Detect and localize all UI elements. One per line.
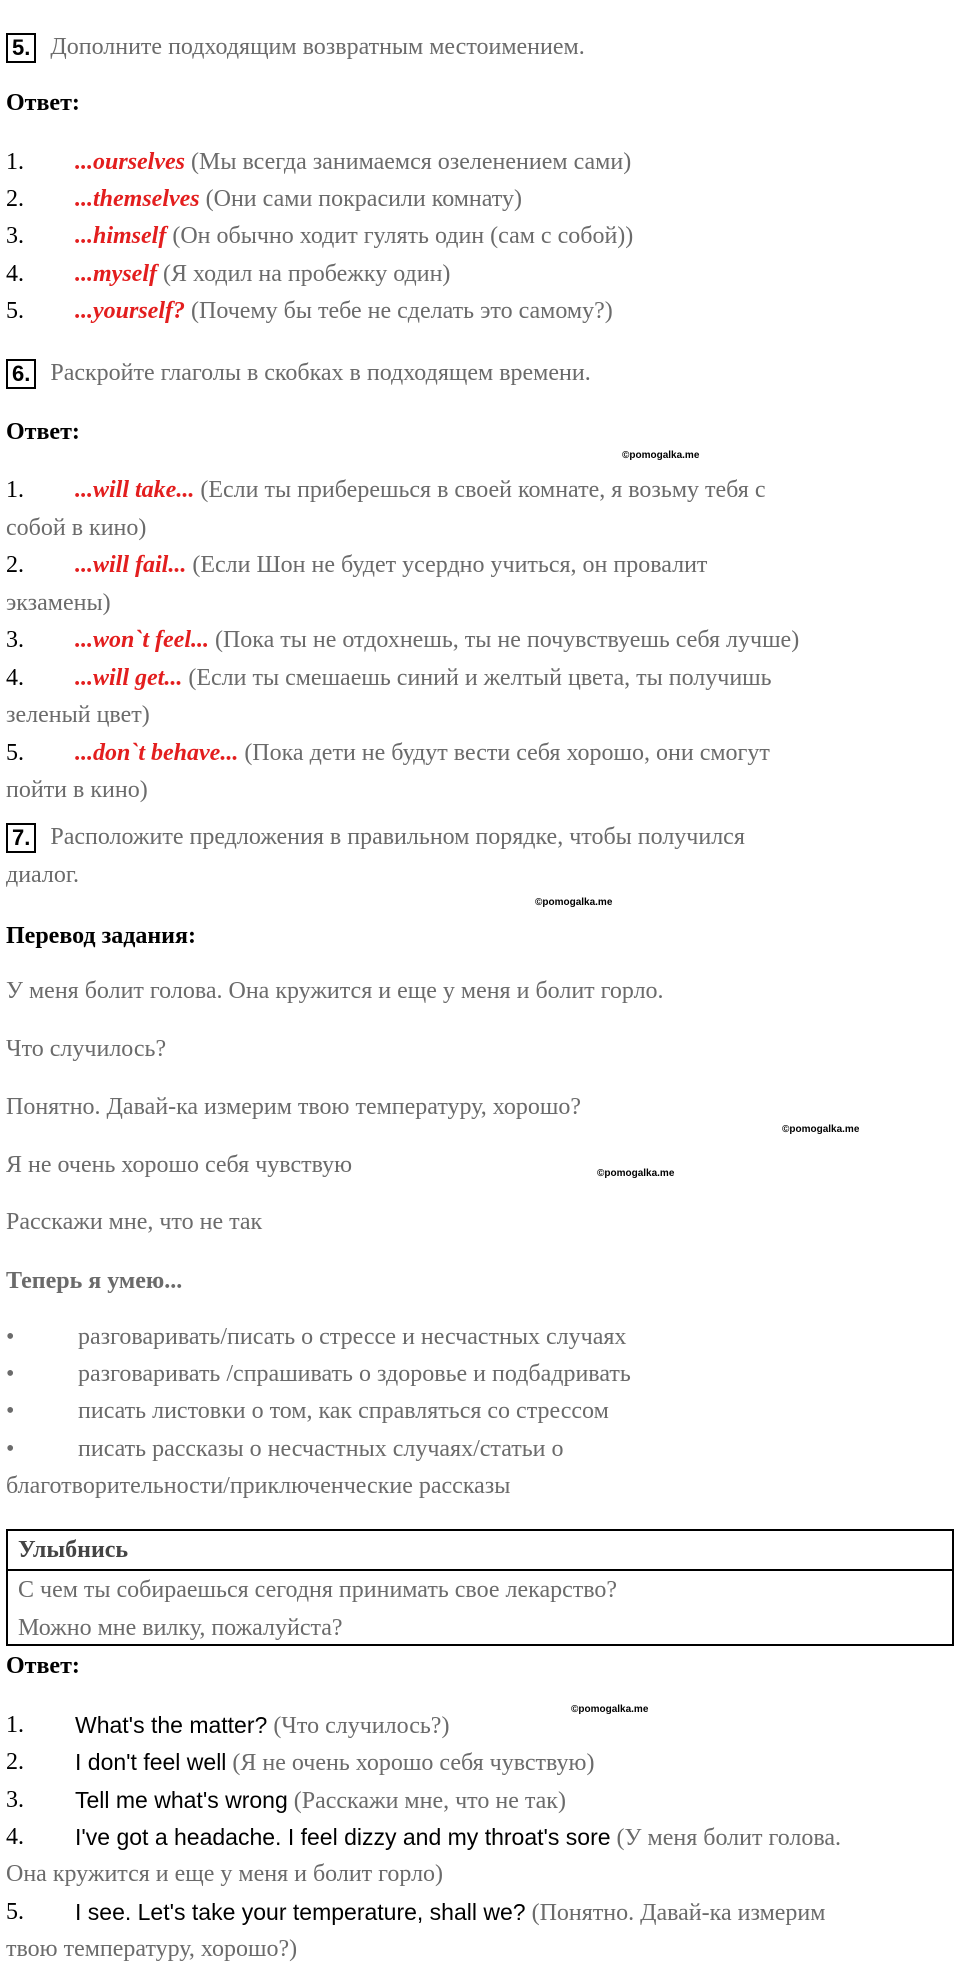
english-sentence: I've got a headache. I feel dizzy and my throat's sore — [75, 1824, 611, 1850]
bullet: • — [6, 1361, 15, 1387]
task7-instruction-continuation: диалог. — [6, 862, 80, 888]
answer-word: ...themselves — [75, 186, 200, 212]
list-item — [75, 1744, 594, 1782]
answer-word: ...ourselves — [75, 149, 185, 175]
list-item-continuation: пойти в кино) — [6, 777, 148, 803]
translation: (Пока дети не будут вести себя хорошо, они смогут — [238, 740, 770, 766]
list-item — [75, 1819, 841, 1857]
task5-instruction: Дополните подходящим возвратным местоимением. — [50, 34, 585, 60]
list-item — [75, 256, 450, 293]
list-item — [75, 293, 613, 330]
list-number: 5. — [6, 1899, 24, 1925]
answer-word: ...will take... — [75, 477, 195, 503]
list-item-continuation: экзамены) — [6, 590, 111, 616]
watermark: ©pomogalka.me — [597, 1168, 675, 1179]
english-sentence: What's the matter? — [75, 1712, 268, 1738]
list-number: 1. — [6, 1712, 24, 1738]
bullet: • — [6, 1436, 15, 1462]
list-item — [75, 547, 707, 584]
bullet: • — [6, 1398, 15, 1424]
watermark: ©pomogalka.me — [622, 450, 700, 461]
list-item: разговаривать/писать о стрессе и несчастных случаях — [78, 1324, 627, 1350]
translation: (Что случилось?) — [267, 1713, 450, 1739]
dialog-sentence: Я не очень хорошо себя чувствую — [6, 1152, 353, 1178]
translation: (Они сами покрасили комнату) — [199, 186, 522, 212]
list-item — [75, 181, 522, 218]
task6-header — [6, 355, 591, 392]
translation: (Если ты смешаешь синий и желтый цвета, ты получишь — [182, 665, 772, 691]
list-item — [75, 472, 765, 509]
translation-label: Перевод задания: — [6, 923, 196, 949]
translation: (Если ты приберешься в своей комнате, я возьму тебя с — [194, 477, 766, 503]
list-number: 3. — [6, 1787, 24, 1813]
list-number: 4. — [6, 261, 24, 287]
answer-word: ...don`t behave... — [75, 740, 239, 766]
list-item: писать рассказы о несчастных случаях/статьи о — [78, 1436, 564, 1462]
list-number: 1. — [6, 149, 24, 175]
task5-header — [6, 29, 585, 66]
dialog-sentence: Расскажи мне, что не так — [6, 1209, 263, 1235]
task6-answer-label: Ответ: — [6, 419, 80, 445]
watermark: ©pomogalka.me — [782, 1124, 860, 1135]
smile-box-line: Можно мне вилку, пожалуйста? — [18, 1615, 343, 1641]
list-item — [75, 622, 799, 659]
list-number: 2. — [6, 552, 24, 578]
watermark: ©pomogalka.me — [535, 897, 613, 908]
list-number: 3. — [6, 223, 24, 249]
dialog-sentence: Понятно. Давай-ка измерим твою температуру, хорошо? — [6, 1094, 581, 1120]
translation: (Понятно. Давай-ка измерим — [525, 1900, 826, 1926]
translation: (У меня болит голова. — [610, 1825, 842, 1851]
task7-header — [6, 819, 745, 856]
translation: (Я не очень хорошо себя чувствую) — [226, 1750, 595, 1776]
list-item — [75, 735, 770, 772]
list-item-continuation: твою температуру, хорошо?) — [6, 1936, 298, 1962]
list-number: 4. — [6, 665, 24, 691]
english-sentence: I see. Let's take your temperature, shall we? — [75, 1899, 526, 1925]
translation: (Почему бы тебе не сделать это самому?) — [185, 298, 613, 324]
list-item: писать листовки о том, как справляться со стрессом — [78, 1398, 609, 1424]
task-number-7: 7. — [6, 823, 36, 853]
translation: (Я ходил на пробежку один) — [156, 261, 451, 287]
list-item-continuation: благотворительности/приключенческие рассказы — [6, 1473, 511, 1499]
list-number: 3. — [6, 627, 24, 653]
list-number: 2. — [6, 1749, 24, 1775]
dialog-sentence: Что случилось? — [6, 1036, 167, 1062]
answer-word: ...won`t feel... — [75, 627, 209, 653]
answer-word: ...will get... — [75, 665, 183, 691]
list-item — [75, 1707, 449, 1745]
english-sentence: I don't feel well — [75, 1749, 227, 1775]
list-item — [75, 144, 631, 181]
translation: (Пока ты не отдохнешь, ты не почувствуешь себя лучше) — [208, 627, 800, 653]
watermark: ©pomogalka.me — [571, 1704, 649, 1715]
list-item — [75, 218, 633, 255]
list-item-continuation: Она кружится и еще у меня и болит горло) — [6, 1861, 444, 1887]
dialog-sentence: У меня болит голова. Она кружится и еще у меня и болит горло. — [6, 978, 664, 1004]
can-do-title: Теперь я умею... — [6, 1268, 183, 1294]
list-item-continuation: собой в кино) — [6, 515, 147, 541]
task-number-5: 5. — [6, 33, 36, 63]
list-number: 5. — [6, 740, 24, 766]
list-item: разговаривать /спрашивать о здоровье и подбадривать — [78, 1361, 631, 1387]
list-number: 4. — [6, 1824, 24, 1850]
list-item-continuation: зеленый цвет) — [6, 702, 150, 728]
answer-word: ...will fail... — [75, 552, 187, 578]
english-sentence: Tell me what's wrong — [75, 1787, 288, 1813]
list-item — [75, 1782, 566, 1820]
task6-instruction: Раскройте глаголы в скобках в подходящем времени. — [50, 360, 591, 386]
task7-instruction: Расположите предложения в правильном порядке, чтобы получился — [50, 824, 745, 850]
smile-box — [6, 1529, 954, 1646]
bullet: • — [6, 1324, 15, 1350]
task5-answer-label: Ответ: — [6, 90, 80, 116]
translation: (Мы всегда занимаемся озеленением сами) — [185, 149, 632, 175]
answer-word: ...myself — [75, 261, 157, 287]
task7-answer-label: Ответ: — [6, 1653, 80, 1679]
list-number: 5. — [6, 298, 24, 324]
smile-box-line: С чем ты собираешься сегодня принимать свое лекарство? — [18, 1577, 618, 1603]
answer-word: ...yourself? — [75, 298, 185, 324]
list-number: 2. — [6, 186, 24, 212]
list-item — [75, 660, 772, 697]
smile-box-title: Улыбнись — [8, 1531, 952, 1571]
answer-word: ...himself — [75, 223, 167, 249]
list-item — [75, 1894, 825, 1932]
translation: (Он обычно ходит гулять один (сам с собой)) — [166, 223, 634, 249]
translation: (Если Шон не будет усердно учиться, он провалит — [186, 552, 708, 578]
task-number-6: 6. — [6, 359, 36, 389]
translation: (Расскажи мне, что не так) — [287, 1788, 566, 1814]
list-number: 1. — [6, 477, 24, 503]
